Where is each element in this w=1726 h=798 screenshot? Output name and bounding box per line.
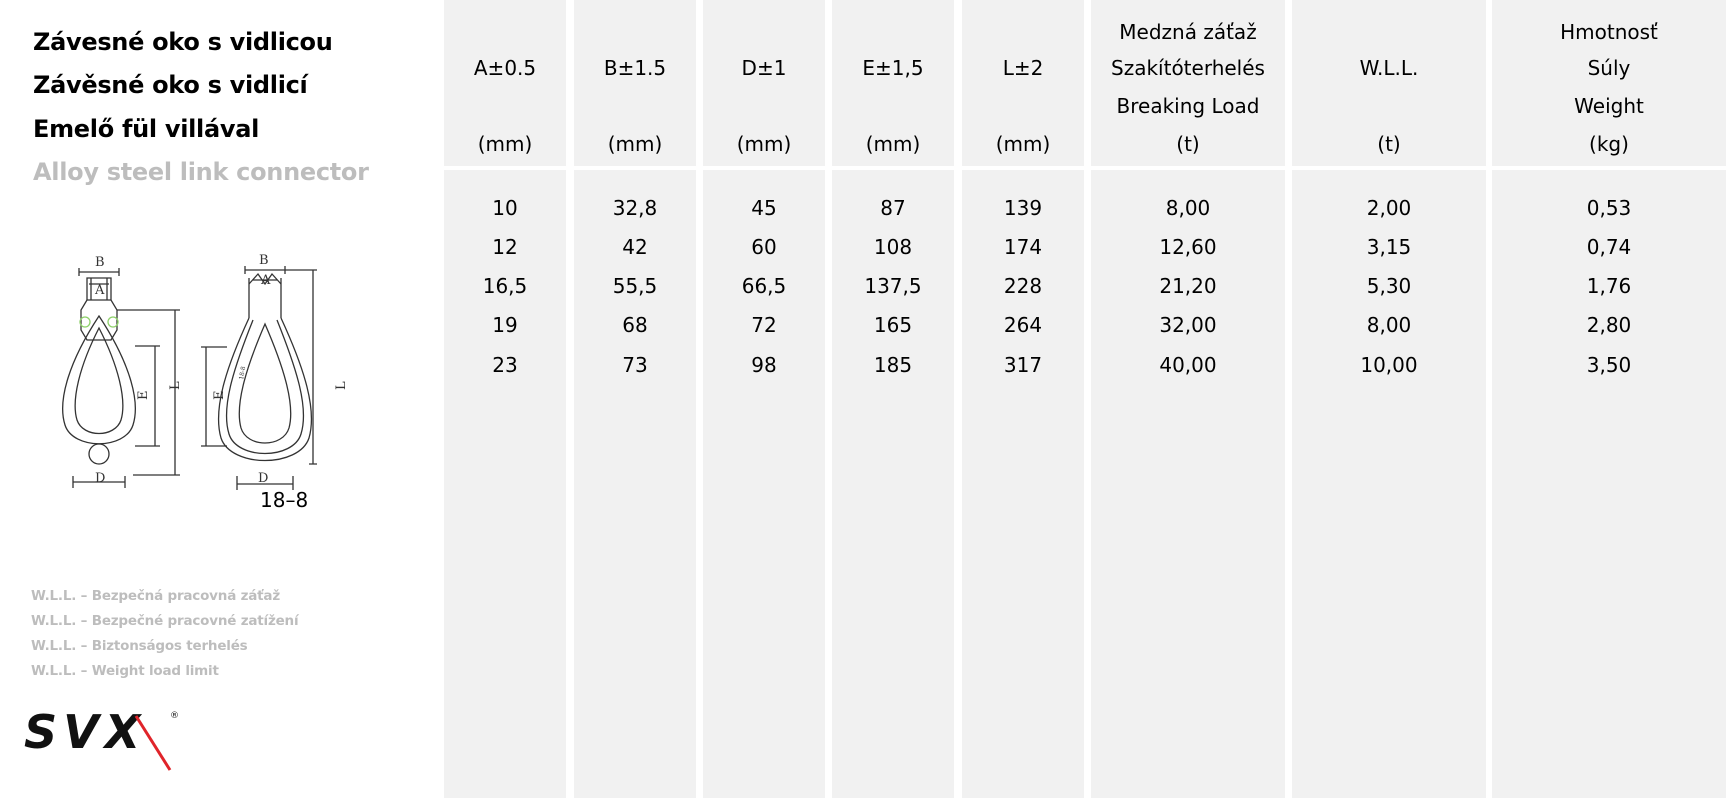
header-separator [1091, 166, 1285, 170]
table-cell: 23 [492, 353, 518, 377]
table-cell: 40,00 [1159, 353, 1217, 377]
header-line: (mm) [865, 132, 921, 156]
header-separator [574, 166, 696, 170]
table-cell: 317 [1003, 353, 1043, 377]
column-breaking-load [1091, 0, 1285, 798]
table-cell: 72 [751, 313, 777, 337]
header-line: Breaking Load [1116, 94, 1260, 118]
header-line: Súly [1587, 56, 1631, 80]
dim-label-a-right: A [261, 273, 271, 288]
table-cell: 10,00 [1360, 353, 1418, 377]
table-cell: 10 [492, 196, 518, 220]
table-cell: 264 [1003, 313, 1043, 337]
table-cell: 3,15 [1366, 235, 1412, 259]
column-header-wll [1292, 0, 1486, 166]
header-separator [444, 166, 566, 170]
wll-note-czech: W.L.L. – Bezpečné pracovné zatížení [31, 613, 299, 629]
header-separator [962, 166, 1084, 170]
table-cell: 73 [622, 353, 648, 377]
table-cell: 32,8 [612, 196, 658, 220]
table-cell: 32,00 [1159, 313, 1217, 337]
column-wll [1292, 0, 1486, 798]
column-d [703, 0, 825, 798]
table-cell: 165 [873, 313, 913, 337]
column-header-breaking-load [1091, 0, 1285, 166]
title-hungarian: Emelő fül villával [33, 115, 260, 143]
wll-note-hungarian: W.L.L. – Biztonságos terhelés [31, 638, 248, 654]
table-cell: 55,5 [612, 274, 658, 298]
svx-logo [24, 700, 184, 772]
column-header-d [703, 0, 825, 166]
header-line: Szakítóterhelés [1111, 56, 1265, 80]
header-line: Medzná záťaž [1119, 20, 1257, 44]
header-line: (t) [1377, 132, 1401, 156]
header-line: Weight [1574, 94, 1644, 118]
column-l [962, 0, 1084, 798]
table-cell: 0,74 [1586, 235, 1632, 259]
header-separator [832, 166, 954, 170]
logo-text: SVX [24, 705, 147, 759]
column-e [832, 0, 954, 798]
dim-label-l-left: L [168, 381, 183, 390]
header-line: B±1.5 [603, 56, 667, 80]
header-line: (kg) [1589, 132, 1629, 156]
table-cell: 8,00 [1366, 313, 1412, 337]
header-line: (mm) [477, 132, 533, 156]
table-cell: 16,5 [482, 274, 528, 298]
header-line: (mm) [995, 132, 1051, 156]
table-cell: 45 [751, 196, 777, 220]
table-cell: 2,80 [1586, 313, 1632, 337]
title-english: Alloy steel link connector [33, 158, 369, 186]
header-line: L±2 [1002, 56, 1044, 80]
dim-label-d-left: D [95, 471, 106, 486]
table-cell: 137,5 [864, 274, 922, 298]
title-czech: Závěsné oko s vidlicí [33, 71, 308, 99]
header-line: E±1,5 [862, 56, 924, 80]
header-line: (mm) [736, 132, 792, 156]
dim-label-b-left: B [95, 255, 105, 270]
dim-label-e-left: E [136, 390, 151, 400]
table-cell: 60 [751, 235, 777, 259]
title-slovak: Závesné oko s vidlicou [33, 28, 333, 56]
header-separator [703, 166, 825, 170]
product-info-panel [0, 0, 440, 798]
table-cell: 21,20 [1159, 274, 1217, 298]
table-cell: 3,50 [1586, 353, 1632, 377]
column-header-b [574, 0, 696, 166]
column-b [574, 0, 696, 798]
size-mark: 18-8 [238, 365, 248, 381]
table-cell: 108 [873, 235, 913, 259]
table-cell: 8,00 [1165, 196, 1211, 220]
table-cell: 12 [492, 235, 518, 259]
column-header-l [962, 0, 1084, 166]
header-separator [1292, 166, 1486, 170]
header-line: A±0.5 [473, 56, 537, 80]
header-line: Hmotnosť [1560, 20, 1658, 44]
table-cell: 87 [880, 196, 906, 220]
column-header-weight [1492, 0, 1726, 166]
header-line: D±1 [741, 56, 787, 80]
table-cell: 98 [751, 353, 777, 377]
table-cell: 68 [622, 313, 648, 337]
column-header-e [832, 0, 954, 166]
header-separator [1492, 166, 1726, 170]
dim-label-a-left: A [95, 283, 105, 298]
wll-note-slovak: W.L.L. – Bezpečná pracovná záťaž [31, 588, 280, 604]
logo-registered-mark: ® [170, 711, 179, 721]
dim-label-l-right: L [334, 381, 349, 390]
column-weight [1492, 0, 1726, 798]
header-line: (mm) [607, 132, 663, 156]
table-cell: 12,60 [1159, 235, 1217, 259]
table-cell: 42 [622, 235, 648, 259]
table-cell: 66,5 [741, 274, 787, 298]
dim-label-e-right: E [212, 390, 227, 400]
link-connector-drawing [55, 250, 355, 490]
table-cell: 2,00 [1366, 196, 1412, 220]
dim-label-b-right: B [259, 253, 269, 268]
table-cell: 139 [1003, 196, 1043, 220]
header-line: (t) [1176, 132, 1200, 156]
table-cell: 1,76 [1586, 274, 1632, 298]
wll-notes [31, 584, 298, 684]
wll-note-english: W.L.L. – Weight load limit [31, 663, 219, 679]
drawing-caption: 18–8 [260, 488, 309, 512]
table-cell: 228 [1003, 274, 1043, 298]
table-cell: 174 [1003, 235, 1043, 259]
table-cell: 5,30 [1366, 274, 1412, 298]
dim-label-d-right: D [258, 471, 269, 486]
column-a [444, 0, 566, 798]
column-header-a [444, 0, 566, 166]
table-cell: 0,53 [1586, 196, 1632, 220]
table-cell: 185 [873, 353, 913, 377]
table-cell: 19 [492, 313, 518, 337]
header-line: W.L.L. [1359, 56, 1419, 80]
